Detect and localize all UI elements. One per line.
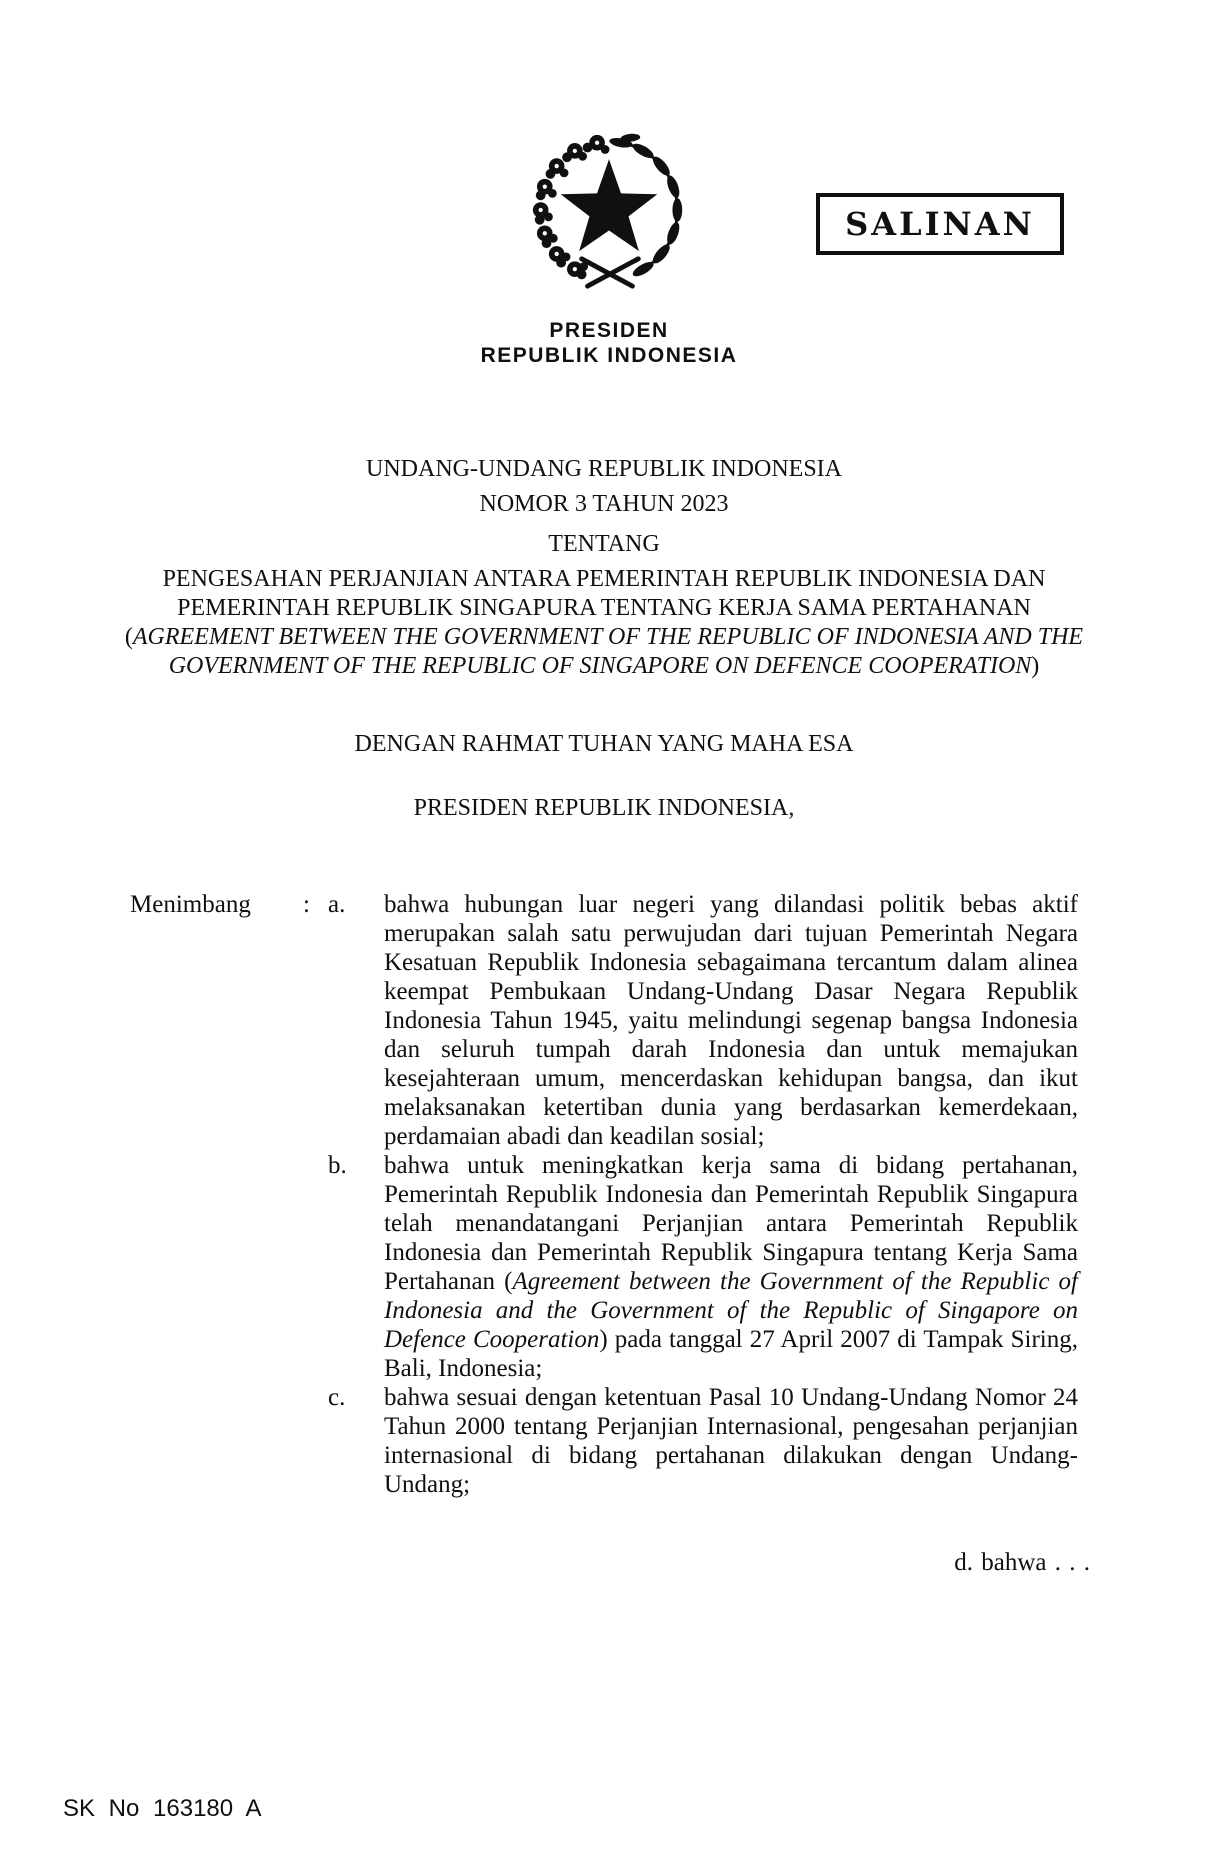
law-title-line2: NOMOR 3 TAHUN 2023: [479, 491, 729, 517]
consideration-item-text: bahwa hubungan luar negeri yang dilandasi politik bebas aktif merupakan salah satu perwujudan dari tujuan Pemerintah Negara Kesatuan Republik Indonesia sebagaimana tercantum dalam alinea keempat Pembukaan Undang-Undang Dasar Negara Republik Indonesia Tahun 1945, yaitu melindungi segenap bangsa Indonesia dan seluruh tumpah darah Indonesia dan untuk memajukan kesejahteraan umum, mencerdaskan kehidupan bangsa, dan ikut melaksanakan ketertiban dunia yang berdasarkan kemerdekaan, perdamaian abadi dan keadilan sosial;: [384, 891, 1078, 1150]
considerations-colon: :: [303, 891, 310, 918]
salinan-stamp-box: [816, 193, 1064, 255]
consideration-item-text: bahwa untuk meningkatkan kerja sama di bidang pertahanan, Pemerintah Republik Indonesia dan Pemerintah Republik Singapura telah menandatangani Perjanjian antara Pemerintah Republik Indonesia dan Pemerintah Republik Singapura tentang Kerja Sama Pertahanan (Agreement between the Government of the Republic of Indonesia and the Government of the Republic of Singapore on Defence Cooperation) pada tanggal 27 April 2007 di Tampak Siring, Bali, Indonesia;: [384, 1152, 1078, 1382]
authority-line: PRESIDEN REPUBLIK INDONESIA,: [413, 795, 795, 821]
salinan-stamp-label: SALINAN: [845, 205, 1035, 243]
law-title-line1: UNDANG-UNDANG REPUBLIK INDONESIA: [366, 456, 842, 482]
letterhead-text: [0, 318, 1218, 368]
consideration-item-letter: b.: [328, 1152, 347, 1179]
consideration-item-letter: a.: [328, 891, 346, 918]
law-title-block: [104, 452, 1104, 681]
consideration-item-text: bahwa sesuai dengan ketentuan Pasal 10 Undang-Undang Nomor 24 Tahun 2000 tentang Perjanjian Internasional, pengesahan perjanjian internasional di bidang pertahanan dilakukan dengan Undang-Undang;: [384, 1384, 1078, 1498]
letterhead: [0, 0, 1218, 368]
body-section: [130, 890, 1078, 1499]
invocation-line: DENGAN RAHMAT TUHAN YANG MAHA ESA: [354, 731, 854, 757]
presidential-emblem-icon: [527, 124, 691, 296]
consideration-item: [328, 1383, 1078, 1499]
footer-document-code: SK No 163180 A: [63, 1795, 262, 1822]
letterhead-line-presiden: PRESIDEN: [549, 319, 669, 342]
considerations-label: Menimbang: [130, 891, 251, 918]
considerations-list: [328, 890, 1078, 1499]
law-subject-title: PENGESAHAN PERJANJIAN ANTARA PEMERINTAH REPUBLIK INDONESIA DAN PEMERINTAH REPUBLIK SINGAPURA TENTANG KERJA SAMA PERTAHANAN (AGREEMENT BETWEEN THE GOVERNMENT OF THE REPUBLIC OF INDONESIA AND THE GOVERNMENT OF THE REPUBLIC OF SINGAPORE ON DEFENCE COOPERATION): [124, 566, 1084, 679]
consideration-item: [328, 890, 1078, 1151]
consideration-item: [328, 1151, 1078, 1383]
title-section: [104, 452, 1104, 826]
law-title-line3: TENTANG: [548, 531, 660, 557]
considerations-block: [130, 890, 1078, 1499]
catchword: d. bahwa . . .: [954, 1549, 1090, 1576]
star-icon: [561, 159, 658, 251]
consideration-item-letter: c.: [328, 1384, 346, 1411]
letterhead-line-republik-indonesia: REPUBLIK INDONESIA: [480, 344, 738, 367]
